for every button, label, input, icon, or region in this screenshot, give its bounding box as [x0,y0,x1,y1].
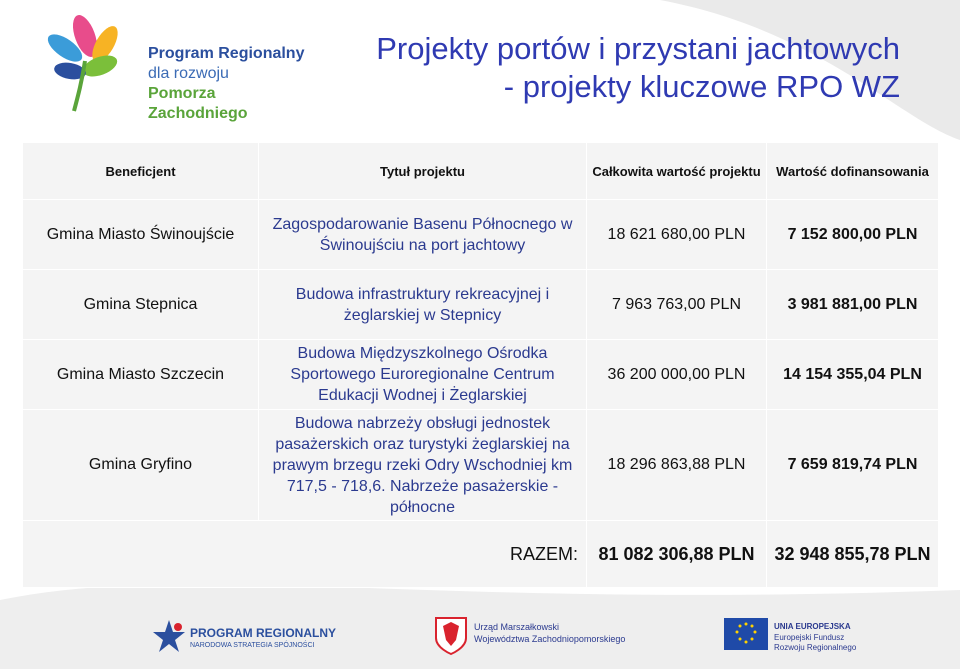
logo-line1: Program Regionalny [148,45,305,62]
summary-row [23,521,939,588]
cell-beneficjent: Gmina Miasto Szczecin [23,340,259,410]
urzad-line1: Urząd Marszałkowski [474,622,560,632]
nss-line1: PROGRAM REGIONALNY [190,626,337,640]
title-line1: Projekty portów i przystani jachtowych [376,31,900,66]
nss-line2: NARODOWA STRATEGIA SPÓJNOŚCI [190,642,315,649]
coat-of-arms-icon [434,616,468,656]
logo-line3: Pomorza Zachodniego [148,85,248,122]
header-tytul: Tytuł projektu [259,143,587,200]
header-beneficjent: Beneficjent [23,143,259,200]
urzad-line2: Województwa Zachodniopomorskiego [474,634,626,644]
cell-tytul: Budowa Międzyszkolnego Ośrodka Sportowego Euroregionalne Centrum Edukacji Wodnej i Żeglarskiej [259,340,587,410]
table-row [23,340,939,410]
cell-wartosc: 18 296 863,88 PLN [587,410,767,521]
cell-tytul: Budowa nabrzeży obsługi jednostek pasażerskich oraz turystyki żeglarskiej na prawym brzegu rzeki Odry Wschodniej km 717,5 - 718,6. Nabrzeże pasażerskie - północne [259,410,587,521]
projects-table [22,142,938,588]
cell-dofinansowanie: 7 659 819,74 PLN [767,410,939,521]
urzad-logo [434,616,624,664]
header-dofinansowanie: Wartość dofinansowania [767,143,939,200]
eu-flag-icon [724,618,768,650]
logo-line2: dla rozwoju [148,65,229,82]
cell-tytul: Budowa infrastruktury rekreacyjnej i żeglarskiej w Stepnicy [259,270,587,340]
header-wartosc: Całkowita wartość projektu [587,143,767,200]
summary-dofinansowanie: 32 948 855,78 PLN [767,521,939,588]
eu-line2: Europejski Fundusz [774,633,845,642]
cell-beneficjent: Gmina Gryfino [23,410,259,521]
eu-line3: Rozwoju Regionalnego [774,643,857,652]
cell-beneficjent: Gmina Stepnica [23,270,259,340]
nss-program-logo [152,618,337,662]
flower-logo-icon [30,6,140,116]
table-row [23,200,939,270]
eu-line1: UNIA EUROPEJSKA [774,622,851,631]
cell-tytul: Zagospodarowanie Basenu Północnego w Świnoujściu na port jachtowy [259,200,587,270]
cell-dofinansowanie: 7 152 800,00 PLN [767,200,939,270]
summary-label: RAZEM: [23,521,587,588]
table-header-row [23,143,939,200]
cell-wartosc: 18 621 680,00 PLN [587,200,767,270]
table-row [23,410,939,521]
program-regionalny-logo [30,6,310,122]
cell-wartosc: 36 200 000,00 PLN [587,340,767,410]
summary-wartosc: 81 082 306,88 PLN [587,521,767,588]
cell-dofinansowanie: 3 981 881,00 PLN [767,270,939,340]
nss-star-icon [152,618,186,656]
title-line2: - projekty kluczowe RPO WZ [503,69,900,104]
eu-logo [724,618,924,666]
cell-dofinansowanie: 14 154 355,04 PLN [767,340,939,410]
page-title [300,30,900,106]
cell-beneficjent: Gmina Miasto Świnoujście [23,200,259,270]
table-row [23,270,939,340]
cell-wartosc: 7 963 763,00 PLN [587,270,767,340]
footer-logos [0,608,960,669]
